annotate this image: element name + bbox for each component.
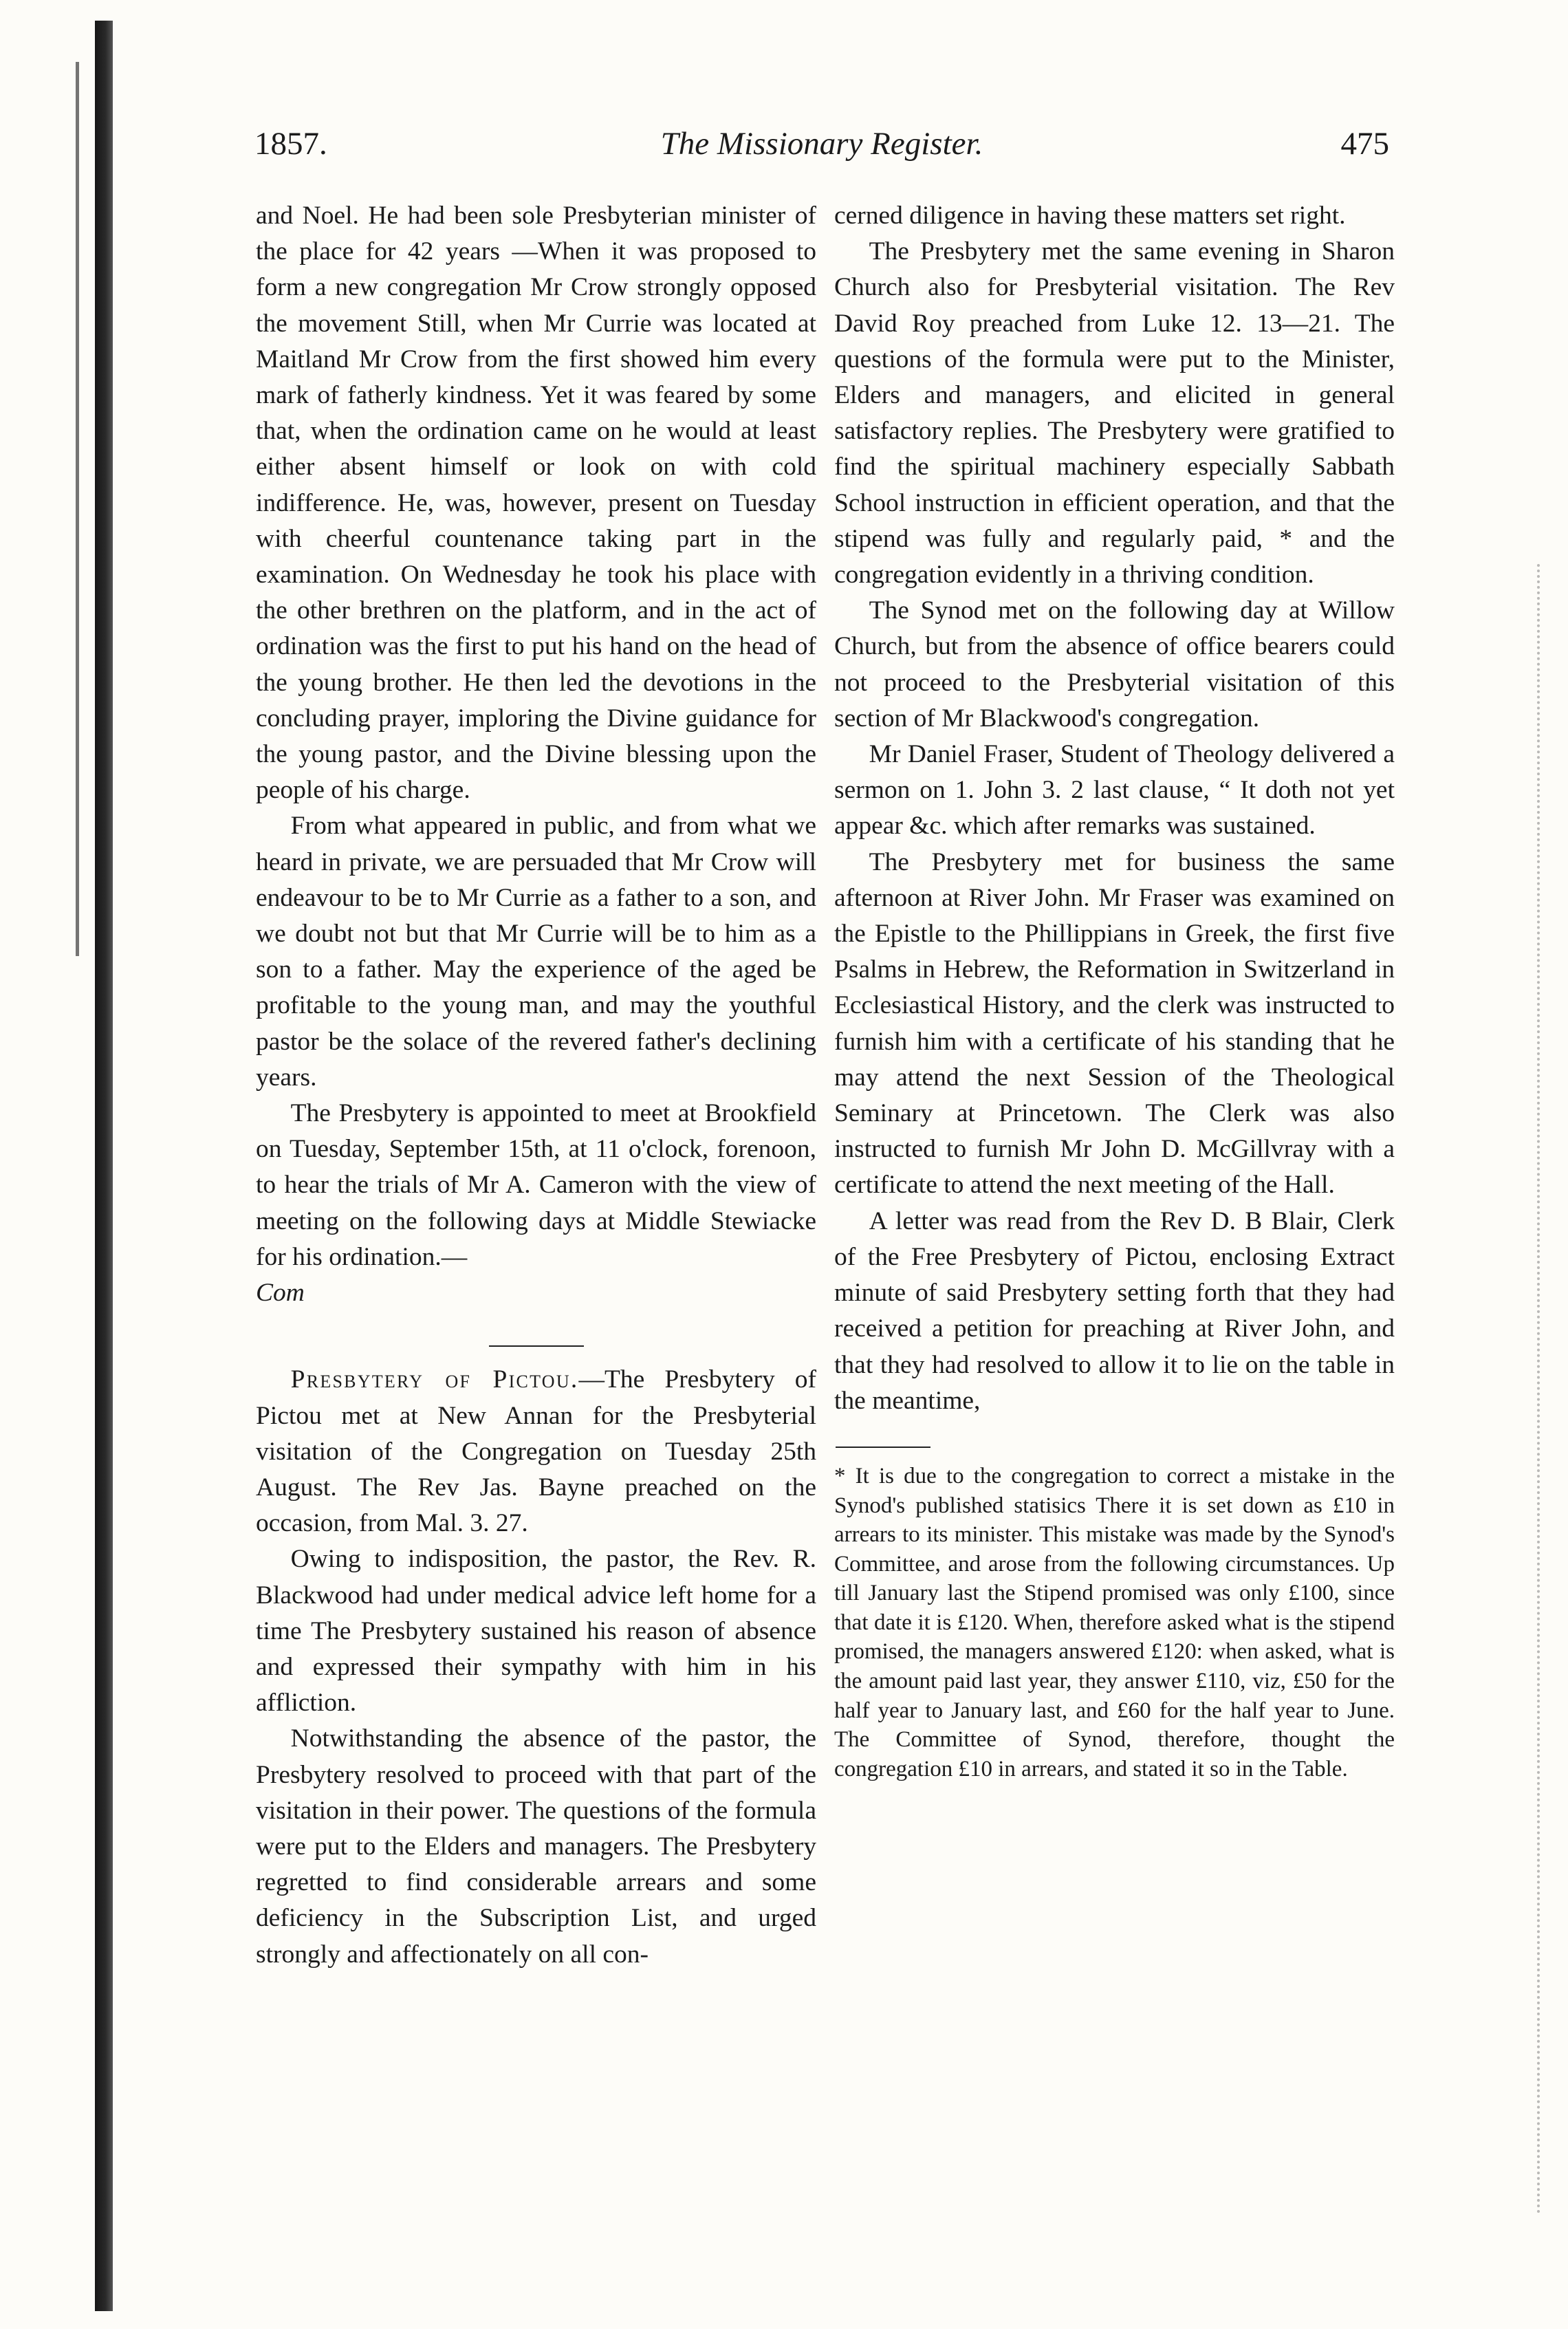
- footnote: * It is due to the congregation to correct a mistake in the Synod's published statisics There it is set down as £10 in arrears to its minister. This mistake was made by the Synod's Committee, and arose from the following circumstances. Up till January last the Stipend promised was only £100, since that date it is £120. When, therefore asked what is the stipend promised, the managers answered £120: when asked, what is the amount paid last year, they answer £110, viz, £50 for the half year to January last, and £60 for the half year to June. The Committee of Synod, therefore, thought the congregation £10 in arrears, and stated it so in the Table.: [834, 1463, 1395, 1781]
- paragraph: Owing to indisposition, the pastor, the Rev. R. Blackwood had under medical advice left home for a time The Presbytery sustained his reason of absence and expressed their sympathy with him in his affliction.: [256, 1545, 816, 1718]
- paragraph: The Presbytery met the same evening in Sharon Church also for Presbyterial visitation. The Rev David Roy preached from Luke 12. 13—21. The questions of the formula were put to the Minister, Elders and managers, and elicited in general satisfactory replies. The Presbytery were gratified to find the spiritual machinery especially Sabbath School instruction in efficient operation, and that the stipend was fully and regularly paid, * and the congregation evidently in a thriving condition.: [834, 237, 1395, 589]
- paragraph: [256, 1362, 816, 1541]
- paragraph-text: —The Presbytery of Pictou met at New Annan for the Presbyterial visitation of the Congregation on Tuesday 25th August. The Rev Jas. Bayne preached on the occasion, from Mal. 3. 27.: [256, 1365, 816, 1538]
- paragraph: [256, 1096, 816, 1311]
- running-header: [254, 125, 1389, 173]
- left-column: [256, 198, 816, 1973]
- paragraph: The Presbytery met for business the same afternoon at River John. Mr Fraser was examined on the Epistle to the Phillippians in Greek, the first five Psalms in Hebrew, the Reformation in Switzerland in Ecclesiastical History, and the clerk was instructed to furnish him with a certificate of his standing that he may attend the next Session of the Theological Seminary at Princetown. The Clerk was also instructed to furnish Mr John D. McGillvray with a certificate to attend the next meeting of the Hall.: [834, 847, 1395, 1200]
- paragraph: A letter was read from the Rev D. B Blair, Clerk of the Free Presbytery of Pictou, enclosing Extract minute of said Presbytery setting forth that they had received a petition for preaching at River John, and that they had resolved to allow it to lie on the table in the meantime,: [834, 1206, 1395, 1415]
- right-column: [834, 198, 1395, 1784]
- header-title: The Missionary Register.: [660, 126, 983, 162]
- section-heading: Presbytery of Pictou.: [290, 1365, 579, 1394]
- binding-edge: [95, 21, 113, 2311]
- signature: Com: [256, 1279, 305, 1308]
- header-year: 1857.: [254, 126, 327, 162]
- page-number: 475: [1340, 126, 1389, 162]
- paragraph: From what appeared in public, and from what we heard in private, we are persuaded that Mr Crow will endeavour to be to Mr Currie as a father to a son, and we doubt not but that Mr Currie will be to him as a son to a father. May the experience of the aged be profitable to the young man, and may the youthful pastor be the solace of the revered father's declining years.: [256, 812, 816, 1092]
- footnote-divider: [836, 1447, 930, 1448]
- paragraph: Mr Daniel Fraser, Student of Theology delivered a sermon on 1. John 3. 2 last clause, “ It doth not yet appear &c. which after remarks was sustained.: [834, 740, 1395, 841]
- binding-shadow: [76, 62, 79, 956]
- paragraph: cerned diligence in having these matters set right.: [834, 202, 1346, 230]
- page-edge-marks: [1537, 564, 1549, 2215]
- paragraph: Notwithstanding the absence of the pastor, the Presbytery resolved to proceed with that part of the visitation in their power. The questions of the formula were put to the Elders and managers. The Presbytery regretted to find considerable arrears and some deficiency in the Subscription List, and urged strongly and affectionately on all con-: [256, 1724, 816, 1969]
- paragraph-text: The Presbytery is appointed to meet at Brookfield on Tuesday, September 15th, at 11 o'clock, forenoon, to hear the trials of Mr A. Cameron with the view of meeting on the following days at Middle Stewiacke for his ordination.—: [256, 1099, 816, 1271]
- paragraph: and Noel. He had been sole Presbyterian minister of the place for 42 years —When it was proposed to form a new congregation Mr Crow strongly opposed the movement Still, when Mr Currie was located at Maitland Mr Crow from the first showed him every mark of fatherly kindness. Yet it was feared by some that, when the ordination came on he would at least either absent himself or look on with cold indifference. He, was, however, present on Tuesday with cheerful countenance taking part in the examination. On Wednesday he took his place with the other brethren on the platform, and in the act of ordination was the first to put his hand on the head of the young brother. He then led the devotions in the concluding prayer, imploring the Divine guidance for the young pastor, and the Divine blessing upon the people of his charge.: [256, 202, 816, 805]
- paragraph: The Synod met on the following day at Willow Church, but from the absence of office bearers could not proceed to the Presbyterial visitation of this section of Mr Blackwood's congregation.: [834, 596, 1395, 733]
- section-divider: [489, 1345, 584, 1347]
